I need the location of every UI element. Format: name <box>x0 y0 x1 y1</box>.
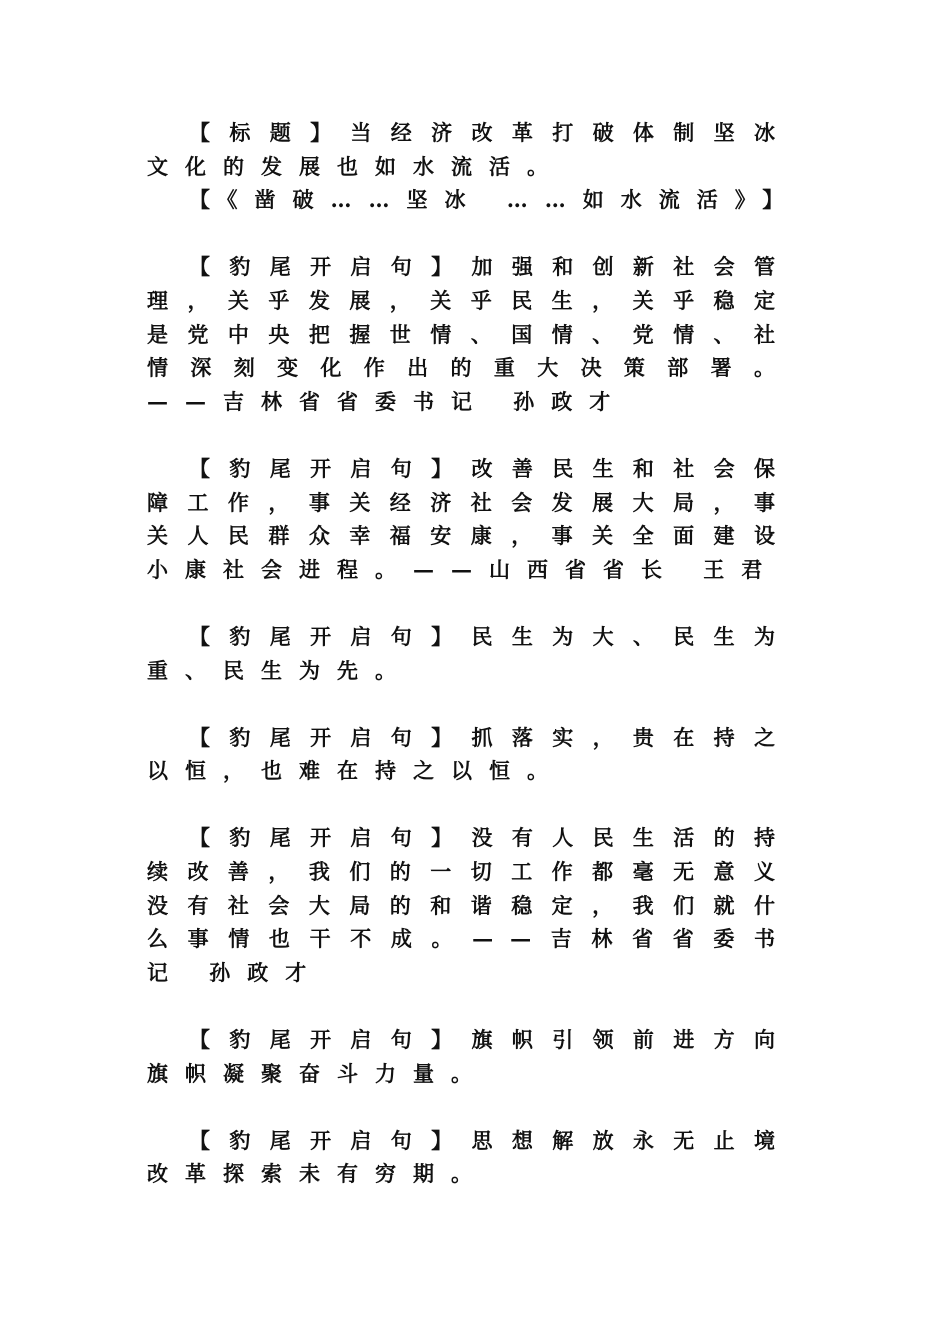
paragraph-spacer <box>147 989 792 1023</box>
quote-paragraph: 【豹尾开启句】思想解放永无止境改革探索未有穷期。 <box>147 1127 792 1187</box>
title-paragraph: 【标题】当经济改革打破体制坚冰文化的发展也如水流活。 <box>147 120 792 179</box>
paragraph-spacer <box>147 788 792 822</box>
paragraph-spacer <box>147 586 792 620</box>
quote-paragraph: 【豹尾开启句】改善民生和社会保障工作，事关经济社会发展大局，事关人民群众幸福安康，事关全面建设小康社会进程。——山西省省长 王君 <box>147 455 792 582</box>
quote-paragraph: 【豹尾开启句】加强和创新社会管理，关乎发展，关乎民生，关乎稳定是党中央把握世情、国情、党情、社情深刻变化作出的重大决策部署。——吉林省省委书记 孙政才 <box>147 254 792 414</box>
document-body <box>147 116 801 1191</box>
quote-paragraph: 【豹尾开启句】抓落实，贵在持之以恒，也难在持之以恒。 <box>147 724 792 784</box>
paragraph-spacer <box>147 418 792 452</box>
paragraph-spacer <box>147 217 792 251</box>
paragraph-spacer <box>147 1090 792 1124</box>
paragraph-spacer <box>147 687 792 721</box>
quote-paragraph: 【豹尾开启句】没有人民生活的持续改善，我们的一切工作都毫无意义没有社会大局的和谐稳定，我们就什么事情也干不成。——吉林省省委书记 孙政才 <box>147 825 792 985</box>
quote-paragraph: 【豹尾开启句】旗帜引领前进方向旗帜凝聚奋斗力量。 <box>147 1027 792 1086</box>
subtitle-paragraph: 【《凿破……坚冰 ……如水流活》】 <box>189 187 801 213</box>
quote-paragraph: 【豹尾开启句】民生为大、民生为重、民生为先。 <box>147 623 792 683</box>
